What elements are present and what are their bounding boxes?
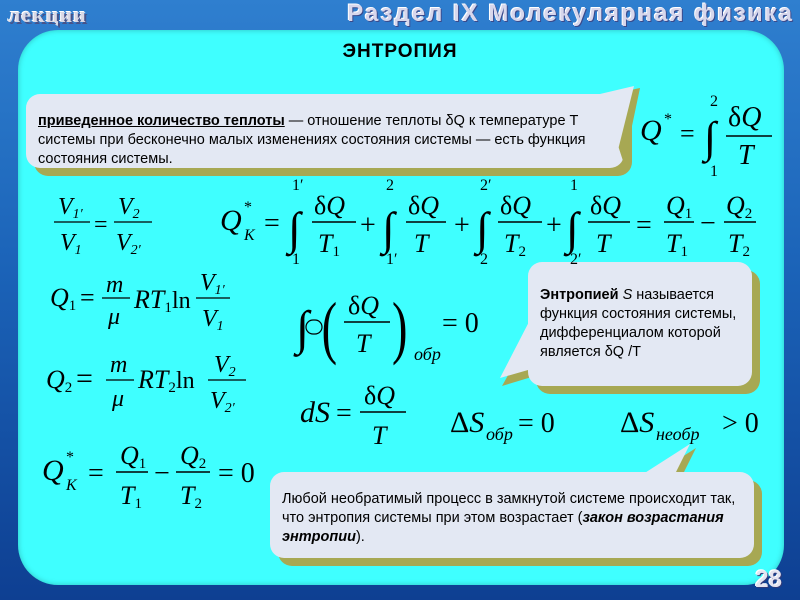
law-prefix: Любой необратимый процесс в замкнутой системе происходит так, что энтропия системы при этом возрастает (	[282, 491, 736, 526]
law-suffix: ).	[355, 529, 365, 545]
svg-text:= 0: = 0	[518, 408, 555, 439]
svg-text:1: 1	[570, 177, 578, 194]
svg-text:=: =	[680, 119, 695, 148]
svg-text:∫: ∫	[566, 203, 579, 254]
svg-text:T1: T1	[666, 229, 688, 260]
svg-text:2′: 2′	[480, 177, 492, 194]
svg-text:Q1: Q1	[50, 283, 77, 314]
svg-text:δQ: δQ	[408, 191, 440, 220]
svg-text:T2: T2	[504, 229, 526, 260]
svg-text:Q: Q	[640, 114, 662, 147]
svg-text:m: m	[110, 352, 128, 378]
svg-text:=: =	[264, 208, 280, 239]
svg-text:T1: T1	[318, 229, 340, 260]
svg-text:2′: 2′	[570, 251, 582, 268]
svg-text:−: −	[154, 458, 170, 489]
svg-text:Q1: Q1	[120, 441, 147, 472]
svg-text:=: =	[80, 283, 95, 312]
svg-text:): )	[392, 288, 408, 366]
svg-text:*: *	[66, 449, 74, 466]
svg-text:1′: 1′	[292, 177, 304, 194]
svg-text:T: T	[372, 421, 387, 450]
section-title: Раздел IX Молекулярная физика	[347, 0, 794, 27]
svg-text:*: *	[244, 199, 252, 216]
svg-text:V1: V1	[202, 306, 224, 334]
svg-text:K: K	[66, 477, 77, 494]
svg-text:Q: Q	[220, 204, 242, 237]
svg-text:∫: ∫	[476, 203, 489, 254]
svg-text:δQ: δQ	[500, 191, 532, 220]
svg-text:*: *	[664, 111, 672, 128]
svg-text:+: +	[546, 210, 562, 241]
formula-q1	[50, 270, 230, 334]
svg-text:обр: обр	[486, 424, 513, 444]
svg-text:Q2: Q2	[46, 365, 73, 396]
svg-text:δQ: δQ	[348, 291, 380, 320]
formula-ds	[300, 381, 406, 450]
svg-text:ΔS: ΔS	[620, 406, 655, 439]
formula-cycle-sum	[220, 177, 756, 268]
svg-text:1: 1	[710, 163, 718, 180]
formula-ds-irreversible	[620, 406, 759, 444]
reduced-heat-term: приведенное количество теплоты	[38, 113, 285, 129]
svg-text:∫: ∫	[382, 203, 395, 254]
svg-text:−: −	[700, 208, 716, 239]
entropy-text: называется функция состояния системы, дифференциалом которой является δQ /T	[540, 287, 737, 360]
svg-text:V2′: V2′	[116, 230, 141, 258]
svg-text:V2: V2	[118, 194, 140, 222]
svg-text:T1: T1	[120, 481, 142, 512]
svg-text:ΔS: ΔS	[450, 406, 485, 439]
entropy-term: Энтропией	[540, 287, 619, 303]
svg-text:m: m	[106, 272, 124, 298]
svg-text:T2: T2	[728, 229, 750, 260]
svg-text:RT2: RT2	[138, 365, 176, 396]
svg-text:+: +	[454, 210, 470, 241]
law-name: закон возрастания энтропии	[282, 510, 724, 545]
svg-text:> 0: > 0	[722, 408, 759, 439]
svg-text:2: 2	[710, 93, 718, 110]
formula-ds-reversible	[450, 406, 555, 444]
svg-text:T: T	[356, 329, 371, 358]
formula-qk-zero	[42, 441, 255, 512]
svg-text:(: (	[321, 288, 338, 366]
svg-text:+: +	[360, 210, 376, 241]
svg-text:=: =	[636, 210, 652, 241]
svg-text:V1: V1	[60, 230, 82, 258]
formula-q-star	[640, 93, 772, 180]
reduced-heat-text: — отношение теплоты δQ к температуре Т системы при бесконечно малых изменениях состояния системы — есть функция состояния системы.	[38, 113, 586, 167]
entropy-symbol: S	[618, 287, 633, 303]
svg-text:= 0: = 0	[442, 308, 479, 339]
svg-text:=: =	[336, 398, 352, 429]
svg-text:Q1: Q1	[666, 191, 693, 222]
page-number: 28	[755, 566, 782, 593]
svg-text:T: T	[414, 229, 429, 258]
svg-text:∫: ∫	[296, 302, 310, 355]
svg-text:2: 2	[480, 251, 488, 268]
svg-text:V2′: V2′	[210, 388, 235, 416]
svg-text:1: 1	[292, 251, 300, 268]
svg-text:=: =	[94, 212, 108, 238]
svg-text:необр: необр	[656, 424, 700, 444]
svg-text:RT1: RT1	[134, 285, 172, 316]
formula-volume-ratio	[54, 194, 152, 258]
svg-text:δQ: δQ	[364, 381, 396, 410]
svg-text:∫: ∫	[288, 203, 301, 254]
svg-text:Q2: Q2	[726, 191, 753, 222]
svg-text:∫: ∫	[704, 113, 717, 162]
svg-text:1′: 1′	[386, 251, 398, 268]
slide-title: ЭНТРОПИЯ	[342, 41, 458, 62]
svg-text:ln: ln	[172, 288, 191, 314]
svg-text:Q2: Q2	[180, 441, 207, 472]
svg-text:T: T	[596, 229, 611, 258]
svg-text:δQ: δQ	[590, 191, 622, 220]
svg-text:μ: μ	[108, 304, 121, 330]
svg-text:V1′: V1′	[58, 194, 83, 222]
svg-text:T: T	[738, 140, 754, 171]
svg-text:δQ: δQ	[314, 191, 346, 220]
svg-text:Q: Q	[42, 454, 64, 487]
svg-text:обр: обр	[414, 344, 441, 364]
svg-text:μ: μ	[112, 386, 125, 412]
svg-text:V1′: V1′	[200, 270, 225, 298]
svg-text:dS: dS	[300, 396, 330, 429]
svg-text:2: 2	[386, 177, 394, 194]
svg-text:V2: V2	[214, 352, 236, 380]
lectures-link[interactable]: лекции	[8, 2, 87, 27]
svg-text:ln: ln	[176, 368, 195, 394]
formula-closed-integral	[293, 288, 479, 366]
svg-text:=: =	[76, 362, 93, 395]
svg-text:=: =	[88, 458, 104, 489]
svg-text:K: K	[244, 227, 255, 244]
formula-q2	[46, 352, 246, 416]
svg-text:= 0: = 0	[218, 458, 255, 489]
svg-text:T2: T2	[180, 481, 202, 512]
svg-text:δQ: δQ	[728, 102, 762, 133]
